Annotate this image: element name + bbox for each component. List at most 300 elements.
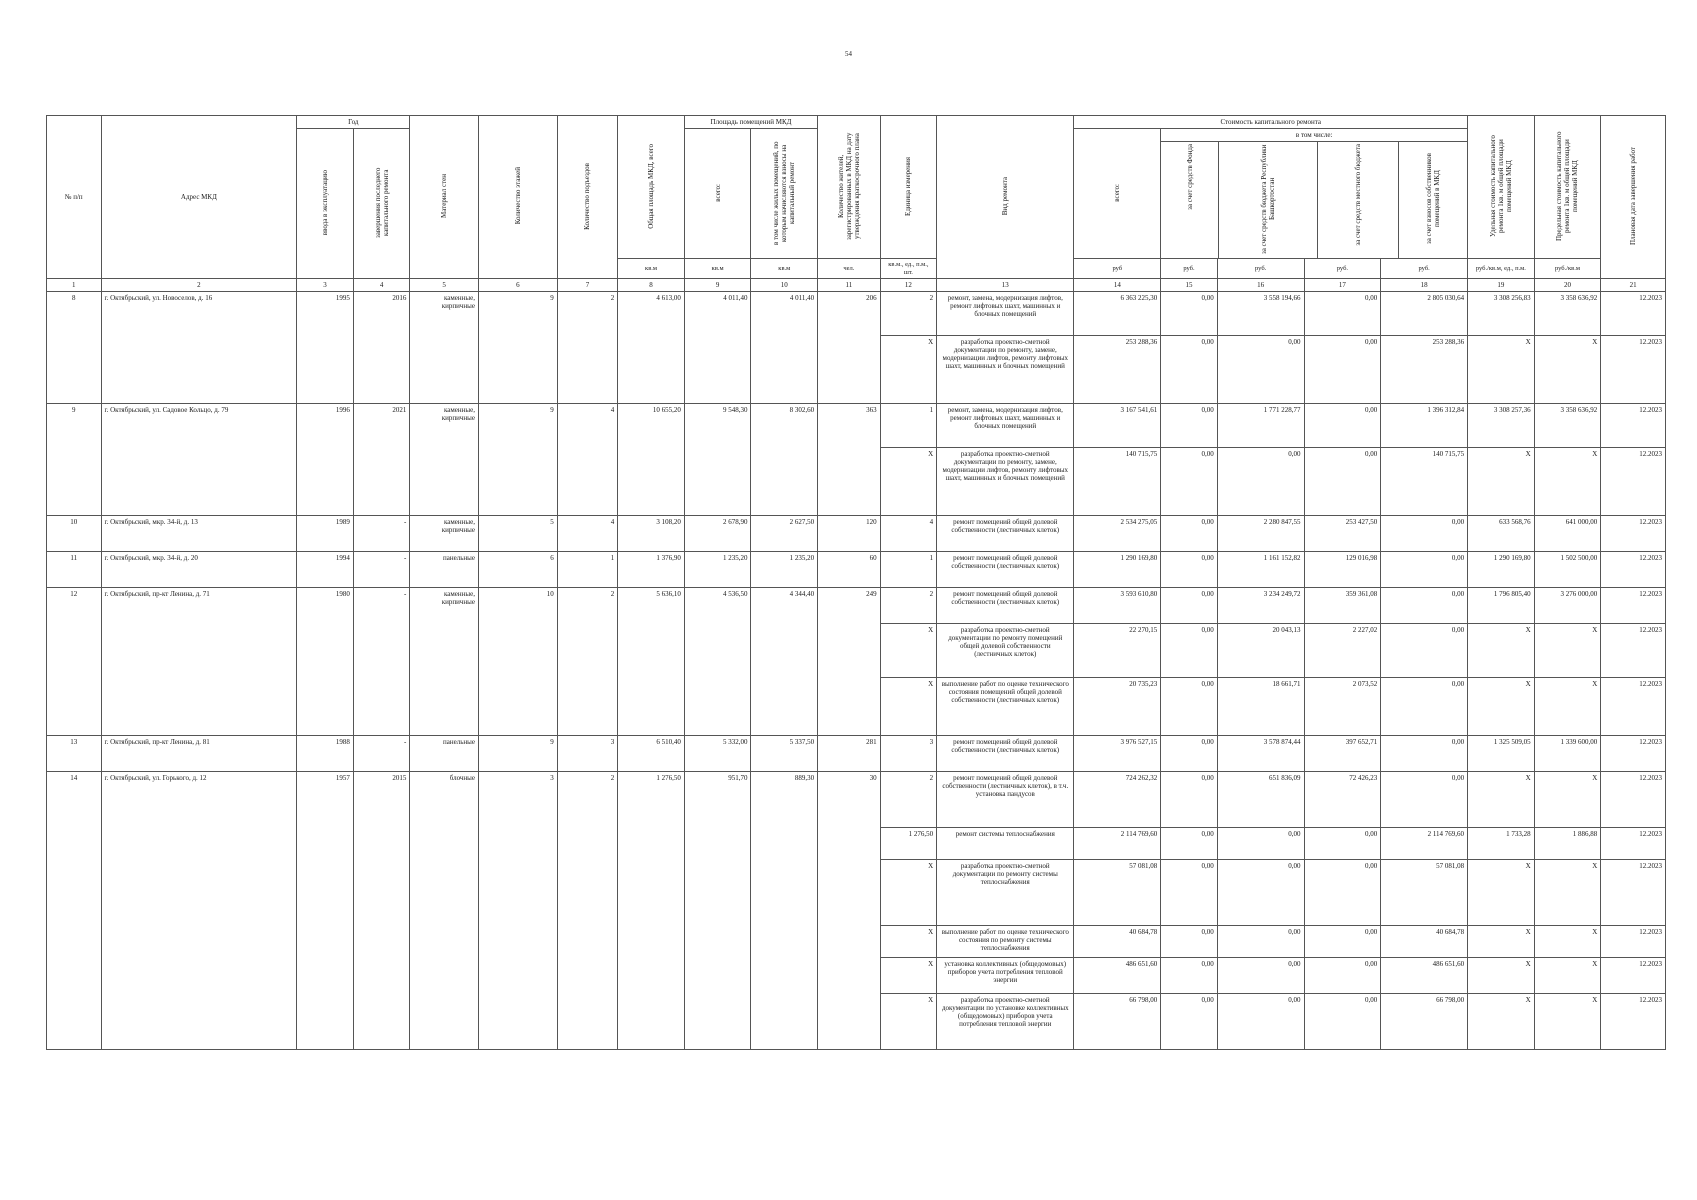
year-last-repair: - xyxy=(353,736,410,772)
cost-republic: 0,00 xyxy=(1217,336,1304,404)
header-group-cost: Стоимость капитального ремонта xyxy=(1074,116,1468,129)
cost-republic: 0,00 xyxy=(1217,448,1304,516)
limit-cost: 1 502 500,00 xyxy=(1534,552,1601,588)
year-commission: 1957 xyxy=(297,772,354,1050)
year-commission: 1994 xyxy=(297,552,354,588)
work-unit: 3 xyxy=(880,736,937,772)
entrances-count: 2 xyxy=(557,772,618,1050)
cost-local: 0,00 xyxy=(1304,926,1381,958)
house-address: г. Октябрьский, мкр. 34-й, д. 13 xyxy=(101,516,297,552)
work-unit: 2 xyxy=(880,292,937,336)
unit-cell: кв.м xyxy=(684,259,751,279)
column-number: 7 xyxy=(557,279,618,292)
table-header xyxy=(47,116,1666,292)
cost-fund: 0,00 xyxy=(1161,624,1218,678)
cost-owners: 0,00 xyxy=(1381,588,1468,624)
header-local: за счет средств местного бюджета xyxy=(1317,142,1398,258)
floors-count: 5 xyxy=(478,516,557,552)
header-year-last-repair: завершения последнего капитального ремонта xyxy=(353,129,410,279)
cost-republic: 2 280 847,55 xyxy=(1217,516,1304,552)
payers-area: 2 627,50 xyxy=(751,516,818,552)
cost-fund: 0,00 xyxy=(1161,828,1218,860)
entrances-count: 4 xyxy=(557,404,618,516)
cost-local: 0,00 xyxy=(1304,828,1381,860)
specific-cost: 1 733,28 xyxy=(1468,828,1535,860)
column-number: 6 xyxy=(478,279,557,292)
residents-count: 30 xyxy=(818,772,881,1050)
cost-republic: 20 043,13 xyxy=(1217,624,1304,678)
limit-cost: 3 358 636,92 xyxy=(1534,404,1601,448)
header-total-area: Общая площадь МКД, всего xyxy=(618,116,685,259)
completion-date: 12.2023 xyxy=(1601,994,1666,1050)
header-floors: Количество этажей xyxy=(478,116,557,279)
cost-total: 724 262,32 xyxy=(1074,772,1161,828)
completion-date: 12.2023 xyxy=(1601,828,1666,860)
limit-cost: X xyxy=(1534,772,1601,828)
cost-total: 3 593 610,80 xyxy=(1074,588,1161,624)
cost-owners: 2 805 030,64 xyxy=(1381,292,1468,336)
table-row xyxy=(47,772,1666,828)
column-number: 19 xyxy=(1468,279,1535,292)
cost-fund: 0,00 xyxy=(1161,292,1218,336)
column-number: 9 xyxy=(684,279,751,292)
specific-cost: 3 308 257,36 xyxy=(1468,404,1535,448)
year-commission: 1996 xyxy=(297,404,354,516)
work-type: разработка проектно-сметной документации по ремонту помещений общей долевой собственности (лестничных клеток) xyxy=(937,624,1074,678)
header-cost-total: всего: xyxy=(1074,129,1161,259)
cost-local: 0,00 xyxy=(1304,448,1381,516)
limit-cost: X xyxy=(1534,860,1601,926)
year-commission: 1980 xyxy=(297,588,354,736)
residents-count: 60 xyxy=(818,552,881,588)
cost-fund: 0,00 xyxy=(1161,678,1218,736)
completion-date: 12.2023 xyxy=(1601,958,1666,994)
cost-fund: 0,00 xyxy=(1161,958,1218,994)
work-type: ремонт помещений общей долевой собственности (лестничных клеток) xyxy=(937,516,1074,552)
cost-republic: 3 578 874,44 xyxy=(1217,736,1304,772)
header-republic: за счет средств бюджета Республики Башкортостан xyxy=(1219,142,1317,258)
floors-count: 9 xyxy=(478,404,557,516)
unit-cell: руб. xyxy=(1217,259,1304,279)
cost-total: 40 684,78 xyxy=(1074,926,1161,958)
cost-owners: 140 715,75 xyxy=(1381,448,1468,516)
table-row xyxy=(47,588,1666,624)
cost-total: 57 081,08 xyxy=(1074,860,1161,926)
work-unit: 1 xyxy=(880,404,937,448)
wall-material: каменные, кирпичные xyxy=(410,588,479,736)
column-number: 21 xyxy=(1601,279,1666,292)
cost-total: 20 735,23 xyxy=(1074,678,1161,736)
cost-total: 1 290 169,80 xyxy=(1074,552,1161,588)
work-type: ремонт помещений общей долевой собственности (лестничных клеток) xyxy=(937,588,1074,624)
work-unit: X xyxy=(880,994,937,1050)
limit-cost: X xyxy=(1534,624,1601,678)
unit-cell: кв.м xyxy=(751,259,818,279)
unit-cell: руб. xyxy=(1161,259,1218,279)
header-year-commission: ввода в эксплуатацию xyxy=(297,129,354,279)
cost-fund: 0,00 xyxy=(1161,926,1218,958)
column-number: 15 xyxy=(1161,279,1218,292)
limit-cost: 1 339 600,00 xyxy=(1534,736,1601,772)
header-including: в том числе: xyxy=(1161,129,1467,142)
table-row xyxy=(47,292,1666,336)
cost-total: 66 798,00 xyxy=(1074,994,1161,1050)
cost-local: 359 361,08 xyxy=(1304,588,1381,624)
wall-material: панельные xyxy=(410,736,479,772)
premises-area: 951,70 xyxy=(684,772,751,1050)
total-area: 5 636,10 xyxy=(618,588,685,736)
unit-cell: кв.м xyxy=(618,259,685,279)
cost-republic: 651 836,09 xyxy=(1217,772,1304,828)
completion-date: 12.2023 xyxy=(1601,860,1666,926)
cost-local: 2 227,02 xyxy=(1304,624,1381,678)
header-fund: за счет средств Фонда xyxy=(1161,142,1219,258)
residents-count: 363 xyxy=(818,404,881,516)
residents-count: 206 xyxy=(818,292,881,404)
header-specific-cost: Удельная стоимость капитального ремонта 1кв. м общей площади помещений МКД xyxy=(1468,116,1535,259)
entrances-count: 4 xyxy=(557,516,618,552)
cost-fund: 0,00 xyxy=(1161,516,1218,552)
floors-count: 9 xyxy=(478,736,557,772)
specific-cost: X xyxy=(1468,994,1535,1050)
house-number: 8 xyxy=(47,292,102,404)
premises-area: 1 235,20 xyxy=(684,552,751,588)
payers-area: 1 235,20 xyxy=(751,552,818,588)
total-area: 3 108,20 xyxy=(618,516,685,552)
specific-cost: X xyxy=(1468,958,1535,994)
header-area-payers: в том числе жилых помещений, по которым начисляются взносы на капитальный ремонт xyxy=(751,129,818,259)
header-area-all: всего: xyxy=(684,129,751,259)
header-unit: Единица измерения xyxy=(880,116,937,259)
cost-total: 486 651,60 xyxy=(1074,958,1161,994)
column-number: 8 xyxy=(618,279,685,292)
cost-total: 22 270,15 xyxy=(1074,624,1161,678)
entrances-count: 2 xyxy=(557,588,618,736)
work-unit: 1 276,50 xyxy=(880,828,937,860)
table-row xyxy=(47,404,1666,448)
header-limit-cost: Предельная стоимость капитального ремонта 1кв. м общей площади помещений МКД xyxy=(1534,116,1601,259)
cost-local: 2 073,52 xyxy=(1304,678,1381,736)
header-residents: Количество жителей, зарегистрированных в МКД на дату утверждения краткосрочного плана xyxy=(818,116,881,259)
work-type: ремонт помещений общей долевой собственности (лестничных клеток) xyxy=(937,736,1074,772)
premises-area: 4 011,40 xyxy=(684,292,751,404)
column-number: 3 xyxy=(297,279,354,292)
payers-area: 4 344,40 xyxy=(751,588,818,736)
house-number: 14 xyxy=(47,772,102,1050)
work-type: разработка проектно-сметной документации по установке коллективных (общедомовых) приборов учета потребления тепловой энергии xyxy=(937,994,1074,1050)
cost-owners: 57 081,08 xyxy=(1381,860,1468,926)
column-number: 13 xyxy=(937,279,1074,292)
cost-republic: 0,00 xyxy=(1217,860,1304,926)
cost-fund: 0,00 xyxy=(1161,448,1218,516)
completion-date: 12.2023 xyxy=(1601,772,1666,828)
residents-count: 120 xyxy=(818,516,881,552)
year-commission: 1988 xyxy=(297,736,354,772)
specific-cost: 633 568,76 xyxy=(1468,516,1535,552)
cost-fund: 0,00 xyxy=(1161,772,1218,828)
specific-cost: X xyxy=(1468,772,1535,828)
house-number: 12 xyxy=(47,588,102,736)
work-unit: X xyxy=(880,926,937,958)
table-row xyxy=(47,552,1666,588)
cost-total: 2 114 769,60 xyxy=(1074,828,1161,860)
cost-owners: 0,00 xyxy=(1381,736,1468,772)
cost-owners: 0,00 xyxy=(1381,624,1468,678)
limit-cost: X xyxy=(1534,994,1601,1050)
payers-area: 8 302,60 xyxy=(751,404,818,516)
cost-owners: 0,00 xyxy=(1381,552,1468,588)
column-number: 17 xyxy=(1304,279,1381,292)
cost-owners: 1 396 312,84 xyxy=(1381,404,1468,448)
header-address: Адрес МКД xyxy=(101,116,297,279)
limit-cost: X xyxy=(1534,926,1601,958)
specific-cost: X xyxy=(1468,624,1535,678)
cost-fund: 0,00 xyxy=(1161,552,1218,588)
cost-republic: 0,00 xyxy=(1217,828,1304,860)
limit-cost: X xyxy=(1534,336,1601,404)
cost-fund: 0,00 xyxy=(1161,588,1218,624)
premises-area: 4 536,50 xyxy=(684,588,751,736)
house-number: 11 xyxy=(47,552,102,588)
column-number: 10 xyxy=(751,279,818,292)
cost-local: 0,00 xyxy=(1304,292,1381,336)
floors-count: 6 xyxy=(478,552,557,588)
entrances-count: 3 xyxy=(557,736,618,772)
cost-republic: 3 558 194,66 xyxy=(1217,292,1304,336)
cost-republic: 0,00 xyxy=(1217,958,1304,994)
table-row xyxy=(47,516,1666,552)
wall-material: каменные, кирпичные xyxy=(410,516,479,552)
header-no: № п/п xyxy=(47,116,102,279)
house-address: г. Октябрьский, ул. Садовое Кольцо, д. 79 xyxy=(101,404,297,516)
header-entrances: Количество подъездов xyxy=(557,116,618,279)
unit-cell: чел. xyxy=(818,259,881,279)
year-last-repair: 2015 xyxy=(353,772,410,1050)
payers-area: 889,30 xyxy=(751,772,818,1050)
work-unit: 2 xyxy=(880,588,937,624)
payers-area: 4 011,40 xyxy=(751,292,818,404)
cost-total: 3 976 527,15 xyxy=(1074,736,1161,772)
limit-cost: 1 886,88 xyxy=(1534,828,1601,860)
cost-fund: 0,00 xyxy=(1161,736,1218,772)
column-number: 12 xyxy=(880,279,937,292)
work-type: ремонт помещений общей долевой собственности (лестничных клеток) xyxy=(937,552,1074,588)
work-unit: X xyxy=(880,958,937,994)
column-number: 5 xyxy=(410,279,479,292)
year-last-repair: - xyxy=(353,552,410,588)
header-work-type: Вид ремонта xyxy=(937,116,1074,279)
payers-area: 5 337,50 xyxy=(751,736,818,772)
total-area: 4 613,00 xyxy=(618,292,685,404)
header-including-group xyxy=(1161,129,1468,259)
unit-cell: руб./кв.м, ед., п.м. xyxy=(1468,259,1535,279)
completion-date: 12.2023 xyxy=(1601,336,1666,404)
specific-cost: 1 325 509,05 xyxy=(1468,736,1535,772)
table-row xyxy=(47,736,1666,772)
completion-date: 12.2023 xyxy=(1601,736,1666,772)
year-last-repair: 2016 xyxy=(353,292,410,404)
work-unit: X xyxy=(880,624,937,678)
house-address: г. Октябрьский, ул. Горького, д. 12 xyxy=(101,772,297,1050)
specific-cost: 3 308 256,83 xyxy=(1468,292,1535,336)
cost-fund: 0,00 xyxy=(1161,404,1218,448)
cost-total: 2 534 275,05 xyxy=(1074,516,1161,552)
cost-owners: 0,00 xyxy=(1381,678,1468,736)
work-type: разработка проектно-сметной документации по ремонту системы теплоснабжения xyxy=(937,860,1074,926)
cost-total: 253 288,36 xyxy=(1074,336,1161,404)
work-type: выполнение работ по оценке технического состояния помещений общей долевой собственности (лестничных клеток) xyxy=(937,678,1074,736)
cost-local: 72 426,23 xyxy=(1304,772,1381,828)
unit-cell: руб xyxy=(1074,259,1161,279)
cost-local: 253 427,50 xyxy=(1304,516,1381,552)
header-including-subtable xyxy=(1161,142,1467,258)
work-type: установка коллективных (общедомовых) приборов учета потребления тепловой энергии xyxy=(937,958,1074,994)
table-body xyxy=(47,292,1666,1050)
completion-date: 12.2023 xyxy=(1601,552,1666,588)
house-number: 9 xyxy=(47,404,102,516)
cost-fund: 0,00 xyxy=(1161,336,1218,404)
column-number: 20 xyxy=(1534,279,1601,292)
completion-date: 12.2023 xyxy=(1601,404,1666,448)
cost-local: 129 016,98 xyxy=(1304,552,1381,588)
work-type: ремонт, замена, модернизация лифтов, ремонт лифтовых шахт, машинных и блочных помещений xyxy=(937,292,1074,336)
cost-republic: 0,00 xyxy=(1217,926,1304,958)
cost-republic: 1 771 228,77 xyxy=(1217,404,1304,448)
house-number: 10 xyxy=(47,516,102,552)
cost-owners: 40 684,78 xyxy=(1381,926,1468,958)
work-unit: X xyxy=(880,448,937,516)
house-address: г. Октябрьский, пр-кт Ленина, д. 81 xyxy=(101,736,297,772)
floors-count: 10 xyxy=(478,588,557,736)
house-address: г. Октябрьский, ул. Новоселов, д. 16 xyxy=(101,292,297,404)
cost-total: 140 715,75 xyxy=(1074,448,1161,516)
wall-material: каменные, кирпичные xyxy=(410,404,479,516)
header-owners: за счет взносов собственников помещений в МКД xyxy=(1425,153,1442,245)
limit-cost: X xyxy=(1534,958,1601,994)
cost-owners: 253 288,36 xyxy=(1381,336,1468,404)
premises-area: 9 548,30 xyxy=(684,404,751,516)
capital-repair-table xyxy=(46,115,1666,1050)
cost-republic: 3 234 249,72 xyxy=(1217,588,1304,624)
premises-area: 2 678,90 xyxy=(684,516,751,552)
completion-date: 12.2023 xyxy=(1601,678,1666,736)
completion-date: 12.2023 xyxy=(1601,448,1666,516)
floors-count: 3 xyxy=(478,772,557,1050)
cost-local: 0,00 xyxy=(1304,404,1381,448)
wall-material: панельные xyxy=(410,552,479,588)
cost-local: 0,00 xyxy=(1304,958,1381,994)
cost-local: 397 652,71 xyxy=(1304,736,1381,772)
residents-count: 281 xyxy=(818,736,881,772)
limit-cost: 641 000,00 xyxy=(1534,516,1601,552)
cost-total: 6 363 225,30 xyxy=(1074,292,1161,336)
total-area: 1 276,50 xyxy=(618,772,685,1050)
cost-republic: 18 661,71 xyxy=(1217,678,1304,736)
cost-local: 0,00 xyxy=(1304,336,1381,404)
year-last-repair: 2021 xyxy=(353,404,410,516)
year-last-repair: - xyxy=(353,516,410,552)
specific-cost: X xyxy=(1468,860,1535,926)
page-number: 54 xyxy=(845,50,852,58)
specific-cost: 1 796 805,40 xyxy=(1468,588,1535,624)
column-numbers-row xyxy=(47,279,1666,292)
work-type: ремонт системы теплоснабжения xyxy=(937,828,1074,860)
column-number: 2 xyxy=(101,279,297,292)
work-unit: 2 xyxy=(880,772,937,828)
limit-cost: 3 358 636,92 xyxy=(1534,292,1601,336)
unit-cell: руб./кв.м xyxy=(1534,259,1601,279)
completion-date: 12.2023 xyxy=(1601,588,1666,624)
total-area: 10 655,20 xyxy=(618,404,685,516)
work-type: разработка проектно-сметной документации по ремонту, замене, модернизации лифтов, ремонту лифтовых шахт, машинных и блочных помещений xyxy=(937,448,1074,516)
cost-fund: 0,00 xyxy=(1161,860,1218,926)
unit-cell: руб. xyxy=(1381,259,1468,279)
header-group-premises: Площадь помещений МКД xyxy=(684,116,817,129)
work-unit: X xyxy=(880,860,937,926)
cost-owners: 2 114 769,60 xyxy=(1381,828,1468,860)
cost-fund: 0,00 xyxy=(1161,994,1218,1050)
limit-cost: X xyxy=(1534,678,1601,736)
year-commission: 1995 xyxy=(297,292,354,404)
specific-cost: 1 290 169,80 xyxy=(1468,552,1535,588)
cost-republic: 1 161 152,82 xyxy=(1217,552,1304,588)
cost-owners: 0,00 xyxy=(1381,516,1468,552)
total-area: 1 376,90 xyxy=(618,552,685,588)
column-number: 16 xyxy=(1217,279,1304,292)
column-number: 4 xyxy=(353,279,410,292)
floors-count: 9 xyxy=(478,292,557,404)
specific-cost: X xyxy=(1468,336,1535,404)
work-unit: X xyxy=(880,678,937,736)
year-last-repair: - xyxy=(353,588,410,736)
cost-owners: 66 798,00 xyxy=(1381,994,1468,1050)
entrances-count: 1 xyxy=(557,552,618,588)
header-group-year: Год xyxy=(297,116,410,129)
residents-count: 249 xyxy=(818,588,881,736)
unit-cell: кв.м., ед., п.м., шт. xyxy=(880,259,937,279)
house-number: 13 xyxy=(47,736,102,772)
column-number: 18 xyxy=(1381,279,1468,292)
cost-owners: 0,00 xyxy=(1381,772,1468,828)
specific-cost: X xyxy=(1468,926,1535,958)
completion-date: 12.2023 xyxy=(1601,516,1666,552)
cost-total: 3 167 541,61 xyxy=(1074,404,1161,448)
completion-date: 12.2023 xyxy=(1601,624,1666,678)
specific-cost: X xyxy=(1468,678,1535,736)
year-commission: 1989 xyxy=(297,516,354,552)
cost-local: 0,00 xyxy=(1304,860,1381,926)
wall-material: каменные, кирпичные xyxy=(410,292,479,404)
work-type: разработка проектно-сметной документации по ремонту, замене, модернизации лифтов, ремонту лифтовых шахт, машинных и блочных помещений xyxy=(937,336,1074,404)
house-address: г. Октябрьский, пр-кт Ленина, д. 71 xyxy=(101,588,297,736)
column-number: 14 xyxy=(1074,279,1161,292)
cost-local: 0,00 xyxy=(1304,994,1381,1050)
work-type: ремонт, замена, модернизация лифтов, ремонт лифтовых шахт, машинных и блочных помещений xyxy=(937,404,1074,448)
premises-area: 5 332,00 xyxy=(684,736,751,772)
work-type: ремонт помещений общей долевой собственности (лестничных клеток), в т.ч. установка пандусов xyxy=(937,772,1074,828)
work-type: выполнение работ по оценке технического состояния по ремонту системы теплоснабжения xyxy=(937,926,1074,958)
work-unit: 4 xyxy=(880,516,937,552)
house-address: г. Октябрьский, мкр. 34-й, д. 20 xyxy=(101,552,297,588)
completion-date: 12.2023 xyxy=(1601,292,1666,336)
limit-cost: X xyxy=(1534,448,1601,516)
header-wall-material: Материал стен xyxy=(410,116,479,279)
entrances-count: 2 xyxy=(557,292,618,404)
cost-republic: 0,00 xyxy=(1217,994,1304,1050)
work-unit: 1 xyxy=(880,552,937,588)
specific-cost: X xyxy=(1468,448,1535,516)
completion-date: 12.2023 xyxy=(1601,926,1666,958)
